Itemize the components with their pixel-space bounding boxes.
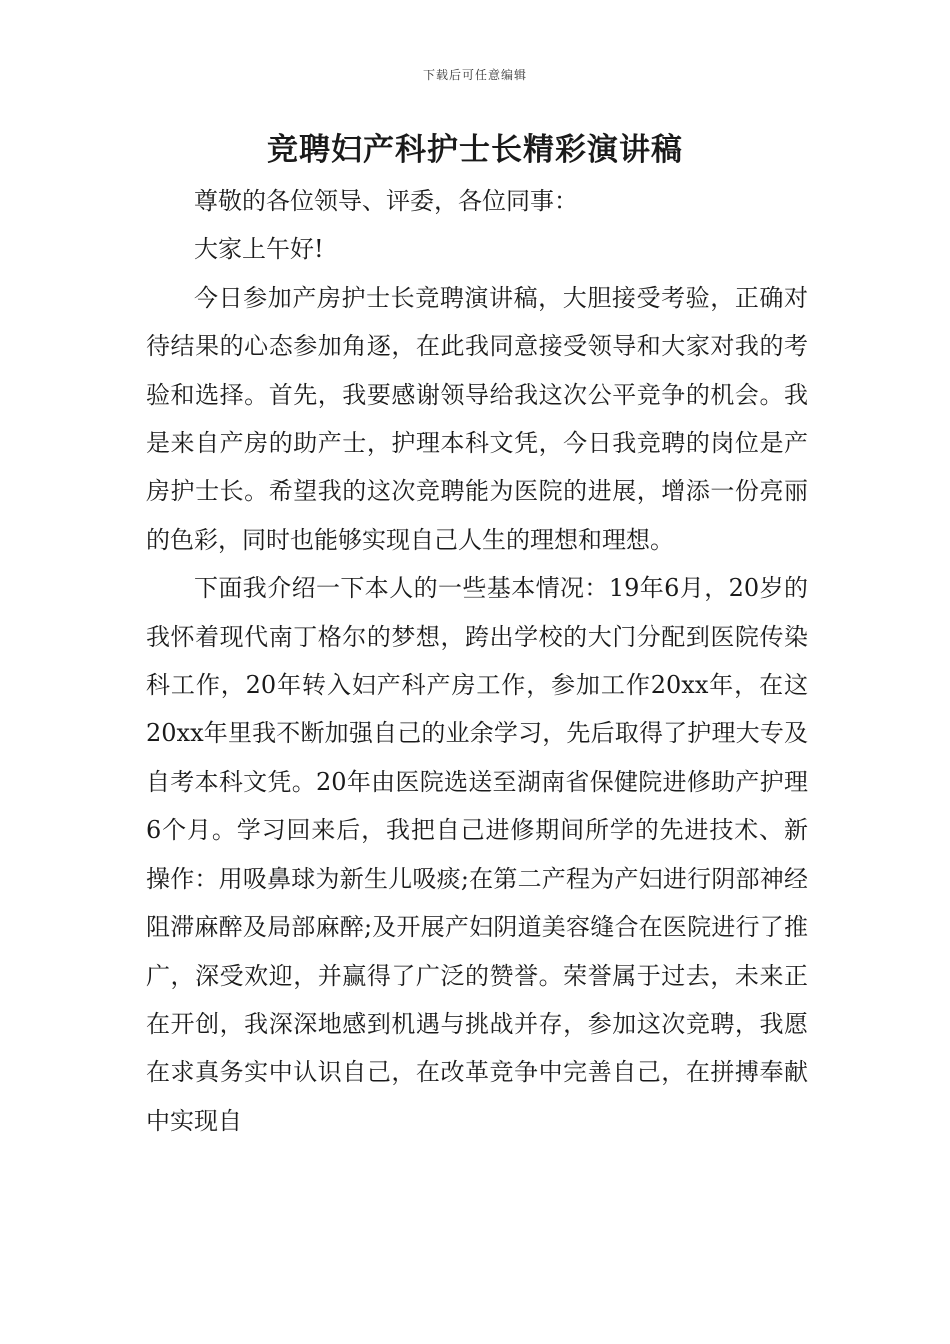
document-title: 竞聘妇产科护士长精彩演讲稿 xyxy=(267,132,683,168)
greeting-line: 大家上午好! xyxy=(194,235,324,264)
document-body xyxy=(146,177,808,1145)
page-header-note: 下载后可任意编辑 xyxy=(422,68,527,82)
salutation-line: 尊敬的各位领导、评委，各位同事： xyxy=(194,187,578,215)
body-paragraph: 下面我介绍一下本人的一些基本情况：19年6月，20岁的我怀着现代南丁格尔的梦想，跨出学校的大门分配到医院传染科工作，20年转入妇产科产房工作，参加工作20xx年，在这20xx年里我不断加强自己的业余学习，先后取得了护理大专及自考本科文凭。20年由医院选送至湖南省保健院进修助产护理6个月。学习回来后，我把自己进修期间所学的先进技术、新操作：用吸鼻球为新生儿吸痰;在第二产程为产妇进行阴部神经阻滞麻醉及局部麻醉;及开展产妇阴道美容缝合在医院进行了推广，深受欢迎，并赢得了广泛的赞誉。荣誉属于过去，未来正在开创，我深深地感到机遇与挑战并存，参加这次竞聘，我愿在求真务实中认识自己，在改革竞争中完善自己，在拼搏奉献中实现自 xyxy=(146,574,808,1135)
body-paragraph: 今日参加产房护士长竞聘演讲稿，大胆接受考验，正确对待结果的心态参加角逐，在此我同意接受领导和大家对我的考验和选择。首先，我要感谢领导给我这次公平竞争的机会。我是来自产房的助产士，护理本科文凭，今日我竞聘的岗位是产房护士长。希望我的这次竞聘能为医院的进展，增添一份亮丽的色彩，同时也能够实现自己人生的理想和理想。 xyxy=(146,283,808,554)
